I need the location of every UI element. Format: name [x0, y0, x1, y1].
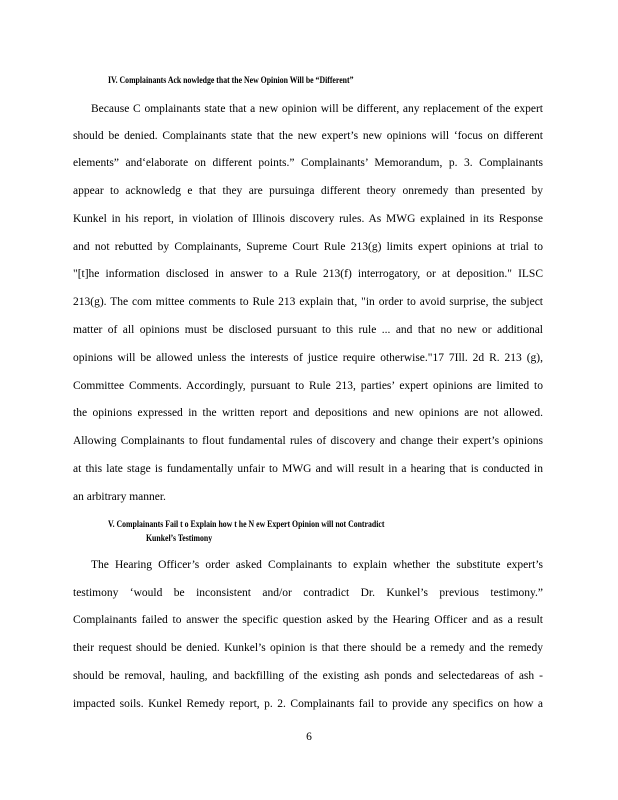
section-v-heading: V. Complainants Fail t o Explain how t he N ew Expert Opinion will not Contradict — [108, 520, 385, 530]
section-v-line: impacted soils. Kunkel Remedy report, p. 2. Complainants fail to provide any specifics on how a — [73, 698, 543, 710]
section-iv-line: at this late stage is fundamentally unfair to MWG and will result in a hearing that is conducted in — [73, 463, 543, 475]
section-v-line: Complainants failed to answer the specific question asked by the Hearing Officer and as a result — [73, 614, 543, 626]
section-iv-line: Allowing Complainants to flout fundamental rules of discovery and change their expert’s opinions — [73, 435, 543, 447]
section-iv-line: should be denied. Complainants state that the new expert’s new opinions will ‘focus on different — [73, 130, 543, 142]
section-iv-line: 213(g). The com mittee comments to Rule 213 explain that, "in order to avoid surprise, the subject — [73, 296, 543, 308]
section-iv-line: matter of all opinions must be disclosed pursuant to this rule ... and that no new or additional — [73, 324, 543, 336]
section-iv-heading: IV. Complainants Ack nowledge that the New Opinion Will be “Different” — [108, 76, 354, 86]
section-v-line: testimony ‘would be inconsistent and/or contradict Dr. Kunkel’s previous testimony.” — [73, 587, 543, 599]
section-iv-line: the opinions expressed in the written report and depositions and new opinions are not allowed. — [73, 407, 543, 419]
section-iv-line: elements” and‘elaborate on different points.” Complainants’ Memorandum, p. 3. Complainants — [73, 157, 543, 169]
section-v-heading-continued: Kunkel’s Testimony — [146, 534, 213, 544]
section-iv-line: opinions will be allowed unless the interests of justice require otherwise."17 7Ill. 2d R. 213 (g), — [73, 352, 543, 364]
section-iv-line: "[t]he information disclosed in answer to a Rule 213(f) interrogatory, or at deposition." ILSC — [73, 268, 543, 280]
section-iv-line: appear to acknowledg e that they are pursuinga different theory onremedy than presented by — [73, 185, 543, 197]
section-iv-line: and not rebutted by Complainants, Supreme Court Rule 213(g) limits expert opinions at trial to — [73, 241, 543, 253]
section-iv-line: Kunkel in his report, in violation of Illinois discovery rules. As MWG explained in its Response — [73, 213, 543, 225]
section-iv-line: Committee Comments. Accordingly, pursuant to Rule 213, parties’ expert opinions are limited to — [73, 380, 543, 392]
section-v-line: their request should be denied. Kunkel’s opinion is that there should be a remedy and the remedy — [73, 642, 543, 654]
section-v-line: The Hearing Officer’s order asked Complainants to explain whether the substitute expert’s — [91, 559, 543, 571]
section-v-line: should be removal, hauling, and backfilling of the existing ash ponds and selectedareas of ash - — [73, 670, 543, 682]
page-number: 6 — [306, 731, 312, 743]
section-iv-line: an arbitrary manner. — [73, 491, 166, 503]
section-iv-line: Because C omplainants state that a new opinion will be different, any replacement of the expert — [91, 103, 543, 115]
